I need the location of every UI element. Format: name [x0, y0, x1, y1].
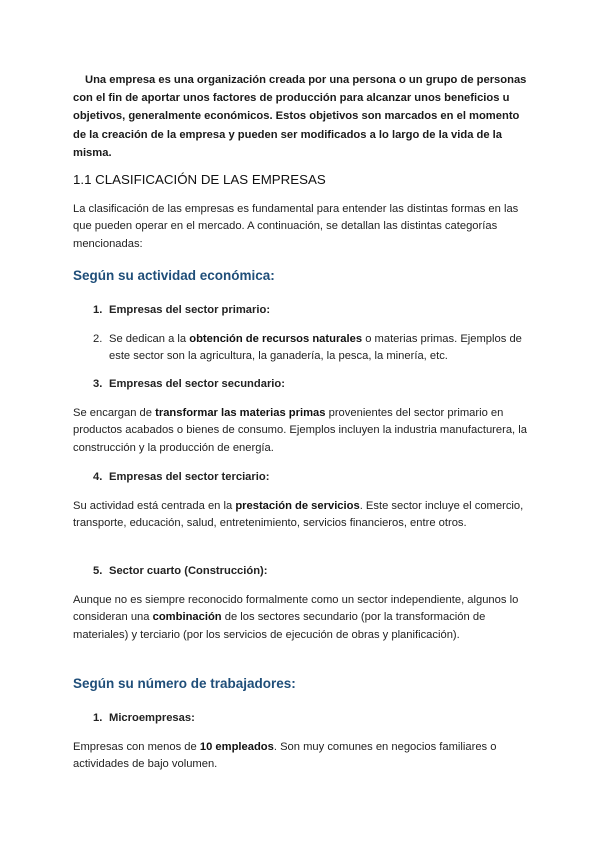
secondary-paragraph: Se encargan de transformar las materias primas provenientes del sector primario en productos acabados o bienes de consumo. Ejemplos incluyen la industria manufacturera, la construcción y la producción de energía. — [73, 407, 527, 454]
list-number: 1. — [93, 712, 103, 724]
list-label: Empresas del sector terciario: — [109, 471, 270, 483]
list-label: Empresas del sector primario: — [109, 304, 271, 316]
list-number: 1. — [93, 304, 103, 316]
section-title: 1.1 CLASIFICACIÓN DE LAS EMPRESAS — [73, 172, 326, 187]
list-label: Empresas del sector secundario: — [109, 378, 285, 390]
heading-workers: Según su número de trabajadores: — [73, 676, 296, 691]
intro-paragraph: Una empresa es una organización creada por una persona o un grupo de personas con el fin de aportar unos factores de producción para alcanzar unos beneficios u objetivos, generalmente económicos. Estos objetivos son marcados en el momento de la creación de la empresa y pueden ser modificados a lo largo de la vida de la misma. — [73, 74, 527, 159]
list-item-tertiary — [93, 469, 523, 486]
section-intro-paragraph: La clasificación de las empresas es fundamental para entender las distintas formas en las que pueden operar en el mercado. A continuación, se detallan las distintas categorías mencionadas: — [73, 203, 519, 250]
heading-activity: Según su actividad económica: — [73, 268, 275, 283]
list-label: Sector cuarto (Construcción): — [109, 565, 268, 577]
list-number: 3. — [93, 378, 103, 390]
list-number: 5. — [93, 565, 103, 577]
micro-paragraph: Empresas con menos de 10 empleados. Son muy comunes en negocios familiares o actividades de bajo volumen. — [73, 741, 497, 771]
list-item-fourth — [93, 563, 523, 580]
list-item-micro — [93, 710, 523, 727]
fourth-paragraph: Aunque no es siempre reconocido formalmente como un sector independiente, algunos lo consideran una combinación de los sectores secundario (por la transformación de materiales) y terciario (por los servicios de ejecución de obras y planificación). — [73, 594, 519, 641]
list-label: Microempresas: — [109, 712, 195, 724]
list-item-secondary — [93, 376, 523, 393]
list-number: 4. — [93, 471, 103, 483]
list-text: Se dedican a la obtención de recursos naturales o materias primas. Ejemplos de este sector son la agricultura, la ganadería, la pesca, la minería, etc. — [109, 333, 522, 363]
list-item-primary — [93, 302, 523, 319]
list-item-primary-description — [93, 331, 523, 366]
list-number: 2. — [93, 333, 103, 345]
tertiary-paragraph: Su actividad está centrada en la prestación de servicios. Este sector incluye el comercio, transporte, educación, salud, entretenimiento, servicios financieros, entre otros. — [73, 500, 524, 530]
